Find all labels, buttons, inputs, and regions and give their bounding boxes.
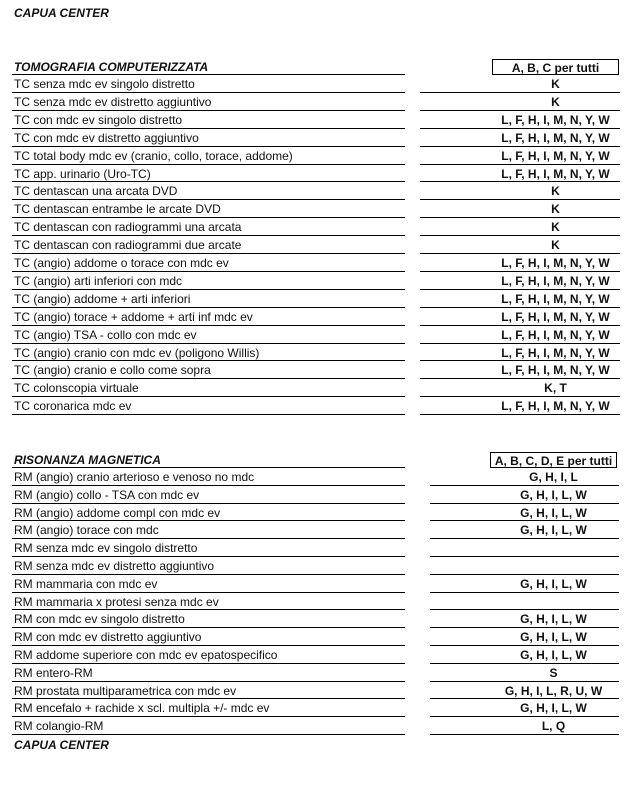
tc-exam-label: TC (angio) addome o torace con mdc ev	[14, 256, 229, 270]
rm-exam-label: RM con mdc ev singolo distretto	[14, 612, 185, 627]
tc-codes-cell: L, F, H, I, M, N, Y, W	[501, 327, 610, 342]
tc-exam-label: TC (angio) addome + arti inferiori	[14, 291, 191, 306]
rm-codes-cell: S	[549, 665, 558, 680]
tc-codes-cell: L, F, H, I, M, N, Y, W	[501, 291, 610, 306]
tc-codes-cell: K	[551, 202, 560, 217]
center-title-top: CAPUA CENTER	[14, 6, 109, 20]
rm-codes-cell: G, H, I, L, W	[520, 612, 587, 627]
tc-codes-cell: L, F, H, I, M, N, Y, W	[501, 345, 610, 360]
tc-codes-cell: K	[551, 77, 560, 91]
rm-exam-label: RM (angio) torace con mdc	[14, 523, 159, 538]
tc-exam-label: TC total body mdc ev (cranio, collo, torace, addome)	[14, 148, 293, 163]
tc-codes-cell: K	[551, 238, 560, 253]
tc-codes-cell: L, F, H, I, M, N, Y, W	[501, 273, 610, 288]
tc-exam-label: TC (angio) torace + addome + arti inf mdc ev	[14, 309, 253, 324]
tc-codes-cell: K, T	[544, 381, 567, 396]
rm-exam-label: RM mammaria con mdc ev	[14, 576, 158, 591]
tc-codes-cell: L, F, H, I, M, N, Y, W	[501, 166, 610, 181]
rm-exam-label: RM entero-RM	[14, 665, 93, 680]
rm-codes-cell: G, H, I, L	[529, 470, 578, 484]
tc-header-codes: A, B, C per tutti	[492, 59, 619, 75]
tc-exam-label: TC dentascan con radiogrammi due arcate	[14, 238, 242, 253]
tc-codes-cell: L, F, H, I, M, N, Y, W	[501, 363, 610, 378]
tc-codes-cell: L, F, H, I, M, N, Y, W	[501, 148, 610, 163]
rm-codes-cell	[490, 557, 617, 575]
rm-header-codes: A, B, C, D, E per tutti	[490, 452, 617, 468]
rm-exam-label: RM addome superiore con mdc ev epatospecifico	[14, 648, 278, 662]
tc-exam-label: TC con mdc ev singolo distretto	[14, 112, 183, 127]
tc-exam-label: TC app. urinario (Uro-TC)	[14, 166, 151, 181]
tc-codes-cell: L, F, H, I, M, N, Y, W	[501, 112, 610, 127]
rm-codes-cell: G, H, I, L, W	[520, 505, 587, 520]
rm-section-title: RISONANZA MAGNETICA	[14, 453, 161, 467]
tc-exam-label: TC senza mdc ev distretto aggiuntivo	[14, 94, 212, 109]
rm-exam-label: RM (angio) cranio arterioso e venoso no mdc	[14, 470, 255, 484]
tc-codes-cell: L, F, H, I, M, N, Y, W	[501, 256, 610, 270]
rm-codes-cell: G, H, I, L, W	[520, 630, 587, 645]
tc-exam-label: TC dentascan con radiogrammi una arcata	[14, 220, 242, 235]
rm-exam-label: RM encefalo + rachide x scl. multipla +/- mdc ev	[14, 701, 270, 716]
rm-exam-label: RM senza mdc ev distretto aggiuntivo	[14, 559, 215, 573]
rm-codes-cell	[490, 539, 617, 557]
tc-exam-label: TC (angio) cranio e collo come sopra	[14, 363, 211, 378]
tc-exam-label: TC coronarica mdc ev	[14, 399, 132, 414]
rm-exam-label: RM senza mdc ev singolo distretto	[14, 541, 198, 556]
rm-codes-cell: G, H, I, L, W	[520, 701, 587, 716]
center-title-bottom: CAPUA CENTER	[14, 738, 109, 752]
rm-exam-label: RM prostata multiparametrica con mdc ev	[14, 683, 237, 698]
rm-exam-label: RM con mdc ev distretto aggiuntivo	[14, 630, 202, 645]
tc-exam-label: TC senza mdc ev singolo distretto	[14, 77, 195, 91]
rm-codes-cell	[490, 593, 617, 611]
tc-exam-label: TC con mdc ev distretto aggiuntivo	[14, 130, 199, 145]
tc-codes-cell: K	[551, 184, 560, 199]
tc-codes-cell: K	[551, 220, 560, 235]
rm-codes-cell: G, H, I, L, W	[520, 487, 587, 502]
tc-exam-label: TC colonscopia virtuale	[14, 381, 139, 396]
tc-codes-cell: L, F, H, I, M, N, Y, W	[501, 309, 610, 324]
tc-exam-label: TC (angio) cranio con mdc ev (poligono Willis)	[14, 345, 260, 360]
tc-exam-label: TC (angio) TSA - collo con mdc ev	[14, 327, 197, 342]
tc-row-divider	[12, 414, 405, 415]
rm-codes-cell: G, H, I, L, W	[520, 576, 587, 591]
tc-codes-divider	[420, 414, 620, 415]
rm-codes-cell: G, H, I, L, W	[520, 648, 587, 662]
rm-exam-label: RM colangio-RM	[14, 719, 104, 734]
rm-codes-cell: L, Q	[541, 719, 566, 734]
tc-exam-label: TC (angio) arti inferiori con mdc	[14, 273, 183, 288]
rm-row-divider	[12, 734, 405, 735]
tc-codes-cell: K	[551, 94, 560, 109]
rm-codes-divider	[430, 734, 619, 735]
rm-exam-label: RM (angio) collo - TSA con mdc ev	[14, 487, 200, 502]
tc-codes-cell: L, F, H, I, M, N, Y, W	[501, 399, 610, 414]
rm-exam-label: RM (angio) addome compl con mdc ev	[14, 505, 221, 520]
rm-exam-label: RM mammaria x protesi senza mdc ev	[14, 594, 219, 609]
rm-codes-cell: G, H, I, L, R, U, W	[504, 683, 603, 698]
tc-codes-cell: L, F, H, I, M, N, Y, W	[501, 130, 610, 145]
tc-exam-label: TC dentascan una arcata DVD	[14, 184, 178, 199]
rm-codes-cell: G, H, I, L, W	[520, 523, 587, 538]
tc-section-title: TOMOGRAFIA COMPUTERIZZATA	[14, 60, 209, 74]
tc-exam-label: TC dentascan entrambe le arcate DVD	[14, 202, 221, 217]
